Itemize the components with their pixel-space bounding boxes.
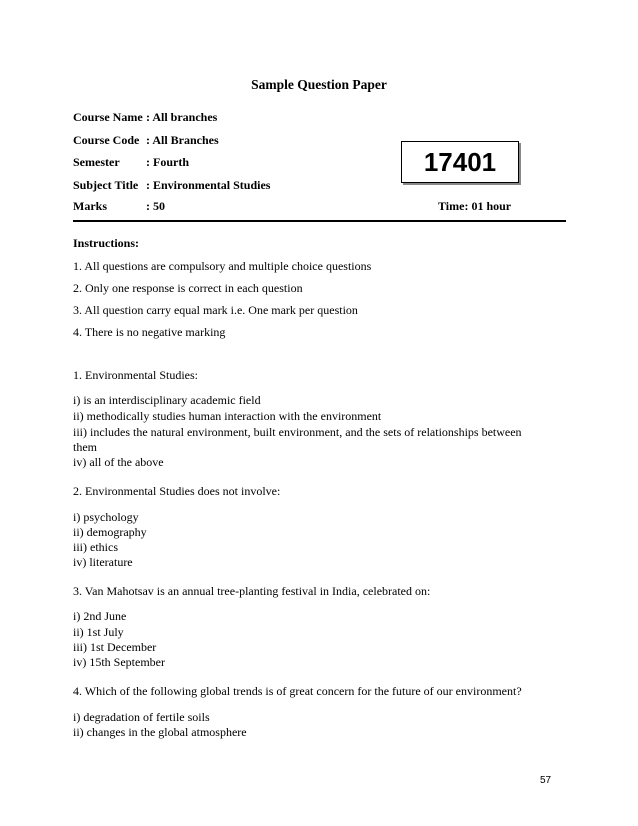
marks-value: : 50 bbox=[146, 199, 165, 213]
question-2-option: iii) ethics bbox=[73, 540, 118, 554]
subject-title-value: : Environmental Studies bbox=[146, 178, 271, 192]
marks-label: Marks bbox=[73, 199, 107, 213]
question-1-text: 1. Environmental Studies: bbox=[73, 368, 198, 382]
instruction-item: 4. There is no negative marking bbox=[73, 325, 226, 339]
question-4-text: 4. Which of the following global trends is of great concern for the future of our environment? bbox=[73, 684, 522, 698]
course-code-label: Course Code bbox=[73, 133, 140, 147]
question-4-option: ii) changes in the global atmosphere bbox=[73, 725, 247, 739]
instructions-heading: Instructions: bbox=[73, 236, 140, 250]
course-name-value: : All branches bbox=[146, 110, 218, 124]
semester-value: : Fourth bbox=[146, 155, 189, 169]
instruction-item: 2. Only one response is correct in each question bbox=[73, 281, 303, 295]
course-code-value: : All Branches bbox=[146, 133, 219, 147]
question-1-option: them bbox=[73, 440, 97, 454]
question-3-option: iii) 1st December bbox=[73, 640, 157, 654]
question-1-option: iii) includes the natural environment, built environment, and the sets of relationships between bbox=[73, 425, 522, 439]
question-3-option: iv) 15th September bbox=[73, 655, 165, 669]
paper-code-box: 17401 bbox=[401, 141, 519, 183]
question-1-option: i) is an interdisciplinary academic field bbox=[73, 393, 261, 407]
question-2-text: 2. Environmental Studies does not involve: bbox=[73, 484, 281, 498]
page-number: 57 bbox=[540, 775, 552, 786]
course-name-label: Course Name bbox=[73, 110, 143, 124]
question-3-option: ii) 1st July bbox=[73, 625, 124, 639]
page-title: Sample Question Paper bbox=[251, 77, 387, 92]
semester-label: Semester bbox=[73, 155, 120, 169]
question-1-option: iv) all of the above bbox=[73, 455, 164, 469]
subject-title-label: Subject Title bbox=[73, 178, 139, 192]
time-label: Time: 01 hour bbox=[438, 199, 512, 213]
question-3-text: 3. Van Mahotsav is an annual tree-planting festival in India, celebrated on: bbox=[73, 584, 431, 598]
question-2-option: ii) demography bbox=[73, 525, 147, 539]
question-4-option: i) degradation of fertile soils bbox=[73, 710, 210, 724]
question-1-option: ii) methodically studies human interaction with the environment bbox=[73, 409, 382, 423]
question-2-option: i) psychology bbox=[73, 510, 139, 524]
header-divider bbox=[73, 220, 566, 222]
instruction-item: 3. All question carry equal mark i.e. One mark per question bbox=[73, 303, 358, 317]
instruction-item: 1. All questions are compulsory and multiple choice questions bbox=[73, 259, 372, 273]
question-2-option: iv) literature bbox=[73, 555, 133, 569]
question-3-option: i) 2nd June bbox=[73, 609, 127, 623]
